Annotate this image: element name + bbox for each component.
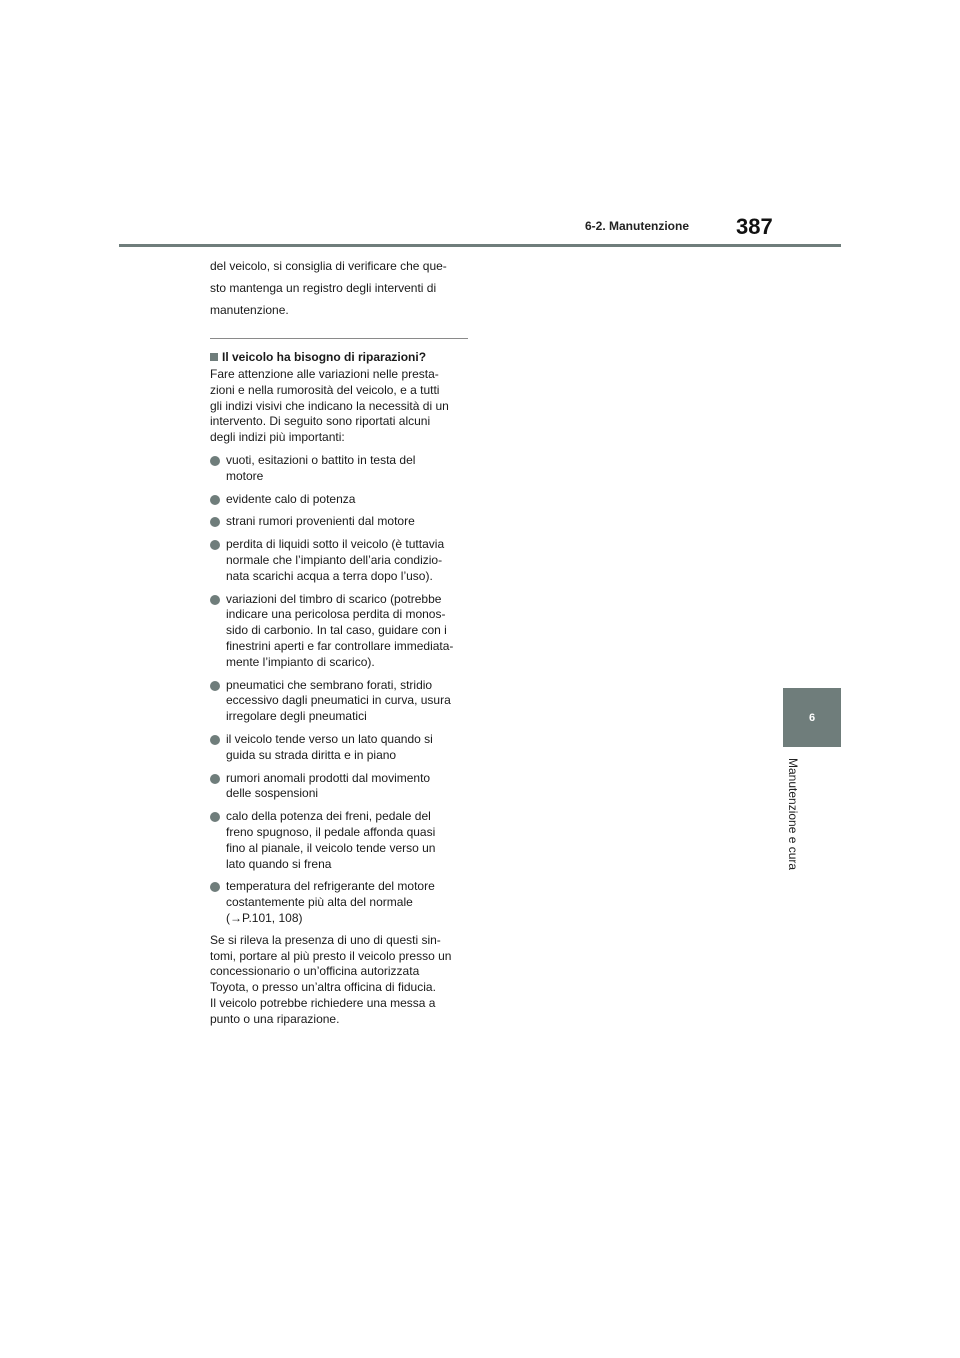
list-item	[210, 453, 472, 485]
lead-paragraph	[210, 255, 472, 321]
list-item-line: delle sospensioni	[226, 786, 319, 801]
list-item	[210, 537, 472, 584]
list-item-line: rumori anomali prodotti dal movimento	[226, 770, 431, 785]
intro-line: degli indizi più importanti:	[210, 430, 345, 445]
page-number: 387	[736, 214, 773, 239]
bullet-dot-icon	[210, 517, 220, 527]
outro-paragraph	[210, 933, 472, 1028]
intro-line: intervento. Di seguito sono riportati alcuni	[210, 414, 431, 429]
list-item-line: strani rumori provenienti dal motore	[226, 514, 415, 529]
list-item-line: nata scarichi acqua a terra dopo l’uso).	[226, 568, 433, 583]
list-item-line: lato quando si frena	[226, 856, 332, 871]
list-item-line: evidente calo di potenza	[226, 491, 356, 506]
bullet-dot-icon	[210, 735, 220, 745]
list-item-line: eccessivo dagli pneumatici in curva, usura	[226, 693, 451, 708]
header-rule	[119, 244, 841, 247]
bullet-dot-icon	[210, 681, 220, 691]
list-item	[210, 514, 472, 530]
bullet-dot-icon	[210, 882, 220, 892]
list-item-line: mente l’impianto di scarico).	[226, 654, 375, 669]
outro-line: Se si rileva la presenza di uno di questi sin-	[210, 932, 441, 947]
list-item-line: costantemente più alta del normale	[226, 895, 413, 910]
chapter-tab: 6	[783, 688, 841, 747]
list-item-line: motore	[226, 468, 264, 483]
section-divider	[210, 338, 468, 339]
intro-line: Fare attenzione alle variazioni nelle presta-	[210, 367, 439, 381]
list-item-line: finestrini aperti e far controllare immediata-	[226, 638, 454, 653]
list-item-line: guida su strada diritta e in piano	[226, 747, 397, 762]
list-item-line: perdita di liquidi sotto il veicolo (è tuttavia	[226, 537, 445, 552]
lead-line: del veicolo, si consiglia di verificare che que-	[210, 259, 447, 273]
section-title: 6-2. Manutenzione	[585, 219, 690, 233]
list-item-line: (→P.101, 108)	[226, 910, 303, 925]
list-item-line: il veicolo tende verso un lato quando si	[226, 731, 433, 746]
bullet-dot-icon	[210, 495, 220, 505]
list-item-line: calo della potenza dei freni, pedale del	[226, 809, 431, 824]
outro-line: Toyota, o presso un’altra officina di fiducia.	[210, 980, 436, 995]
lead-line: manutenzione.	[210, 303, 289, 317]
outro-line: concessionario o un’officina autorizzata	[210, 964, 420, 979]
intro-line: zioni e nella rumorosità del veicolo, e a tutti	[210, 382, 440, 397]
bullet-dot-icon	[210, 812, 220, 822]
list-item	[210, 771, 472, 803]
bullet-dot-icon	[210, 540, 220, 550]
list-item	[210, 678, 472, 725]
section-heading	[210, 349, 472, 365]
list-item-line: indicare una pericolosa perdita di monos-	[226, 607, 446, 622]
list-item-line: sido di carbonio. In tal caso, guidare con i	[226, 623, 447, 638]
list-item-line: fino al pianale, il veicolo tende verso un	[226, 840, 436, 855]
list-item-line: normale che l’impianto dell’aria condizio-	[226, 552, 443, 567]
outro-line: Il veicolo potrebbe richiedere una messa a	[210, 995, 436, 1010]
list-item-line: freno spugnoso, il pedale affonda quasi	[226, 824, 436, 839]
list-item-line: variazioni del timbro di scarico (potrebbe	[226, 591, 442, 606]
intro-line: gli indizi visivi che indicano la necessità di un	[210, 398, 449, 413]
outro-line: punto o una riparazione.	[210, 1011, 340, 1026]
chapter-label: Manutenzione e cura	[786, 758, 800, 871]
square-bullet-icon	[210, 353, 218, 361]
lead-line: sto mantenga un registro degli interventi di	[210, 281, 437, 295]
list-item	[210, 809, 472, 872]
list-item-line: irregolare degli pneumatici	[226, 709, 367, 724]
list-item	[210, 492, 472, 508]
list-item	[210, 879, 472, 926]
symptom-list	[210, 453, 472, 927]
bullet-dot-icon	[210, 774, 220, 784]
list-item-line: vuoti, esitazioni o battito in testa del	[226, 452, 416, 467]
list-item	[210, 732, 472, 764]
list-item	[210, 592, 472, 671]
bullet-dot-icon	[210, 595, 220, 605]
list-item-line: temperatura del refrigerante del motore	[226, 879, 435, 894]
main-column	[210, 255, 472, 1027]
section-heading-text: Il veicolo ha bisogno di riparazioni?	[222, 350, 427, 364]
list-item-line: pneumatici che sembrano forati, stridio	[226, 677, 433, 692]
outro-line: tomi, portare al più presto il veicolo presso un	[210, 948, 452, 963]
bullet-dot-icon	[210, 456, 220, 466]
intro-paragraph	[210, 367, 472, 446]
